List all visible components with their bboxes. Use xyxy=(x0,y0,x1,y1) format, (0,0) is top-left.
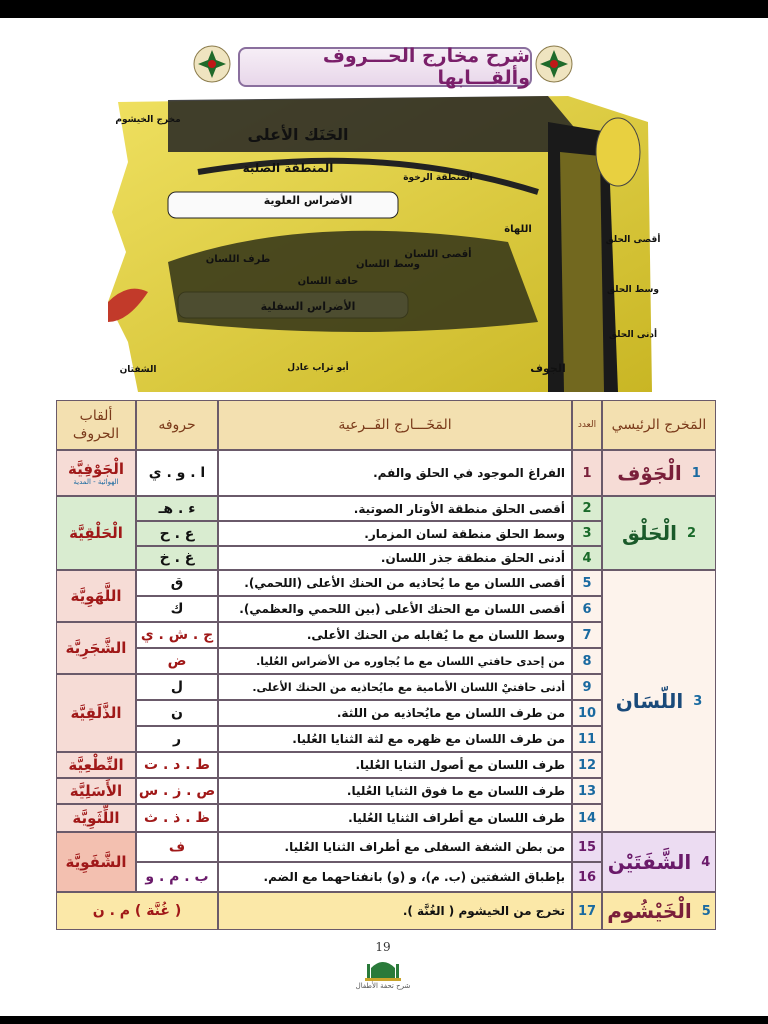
header-count: العدد xyxy=(572,400,602,450)
label-nasal: مخرج الخيشوم xyxy=(115,115,181,125)
label-soft-area: المنطقة الرخوة xyxy=(403,173,473,183)
num-row-2: 2 xyxy=(572,496,602,521)
desc-row-12: طرف اللسان مع أصول الثنايا العُليا. xyxy=(218,752,572,778)
top-black-bar xyxy=(0,0,768,18)
label-throat-near: أدنى الحلق xyxy=(608,330,658,340)
header-alqab: ألقاب الحروف xyxy=(56,400,136,450)
ornament-icon xyxy=(534,44,574,84)
num-row-3: 3 xyxy=(572,521,602,546)
main-jawf: الْجَوْف 1 xyxy=(602,450,716,496)
label-hard-area: المنطقة الصلبة xyxy=(242,161,334,175)
main-lisan: اللّسَان 3 xyxy=(602,570,716,832)
label-jawf: الجوف xyxy=(530,362,566,375)
letters-row-10: ن xyxy=(136,700,218,726)
label-upper-palate: الحَنَك الأعلى xyxy=(247,125,349,144)
num-row-16: 16 xyxy=(572,862,602,892)
desc-row-6: أقصى اللسان مع الحنك الأعلى (بين اللحمي والعظمي). xyxy=(218,596,572,622)
page-footer xyxy=(350,940,416,1010)
desc-row-1: الفراغ الموجود في الحلق والفم. xyxy=(218,450,572,496)
main-khayshum: الْخَيْشُوم 5 xyxy=(602,892,716,930)
makharij-illustration xyxy=(108,92,661,392)
desc-row-5: أقصى اللسان مع ما يُحاذيه من الحنك الأعلى (اللحمي). xyxy=(218,570,572,596)
letters-row-14: ظ . ذ . ث xyxy=(136,804,218,832)
bottom-black-bar xyxy=(0,1016,768,1024)
label-tongue-tip: طرف اللسان xyxy=(205,254,271,265)
ear xyxy=(596,118,640,186)
num-row-14: 14 xyxy=(572,804,602,832)
letters-row-11: ر xyxy=(136,726,218,752)
desc-row-15: من بطن الشفة السفلى مع أطراف الثنايا العُليا. xyxy=(218,832,572,862)
num-row-5: 5 xyxy=(572,570,602,596)
label-tongue-edge: حافة اللسان xyxy=(297,276,359,287)
num-row-6: 6 xyxy=(572,596,602,622)
header-sub: المَخَـــارج الفَــرعية xyxy=(218,400,572,450)
letters-row-1: ا . و . ي xyxy=(136,450,218,496)
num-row-17: 17 xyxy=(572,892,602,930)
label-throat-mid: وسط الحلق xyxy=(607,285,659,295)
logo-caption: شرح تحفة الأطفال xyxy=(355,982,411,990)
desc-row-11: من طرف اللسان مع ظهره مع لثة الثنايا العُليا. xyxy=(218,726,572,752)
letters-row-16: ب . م . و xyxy=(136,862,218,892)
desc-row-2: أقصى الحلق منطقة الأوتار الصوتية. xyxy=(218,496,572,521)
letters-row-17: ( غُنَّة ) م . ن xyxy=(56,892,218,930)
desc-row-14: طرف اللسان مع أطراف الثنايا العُليا. xyxy=(218,804,572,832)
main-halq: الْحَلْق 2 xyxy=(602,496,716,570)
num-row-15: 15 xyxy=(572,832,602,862)
letters-row-8: ض xyxy=(136,648,218,674)
desc-row-7: وسط اللسان مع ما يُقابله من الحنك الأعلى. xyxy=(218,622,572,648)
letters-row-15: ف xyxy=(136,832,218,862)
mosque-logo-icon xyxy=(363,954,403,982)
desc-row-16: بإطباق الشفتين (ب. م)، و (و) بانفتاحهما مع الضم. xyxy=(218,862,572,892)
alqab-lahawiyya: اللَّهَوِيَّة xyxy=(56,570,136,622)
label-lower-molars: الأضراس السفلية xyxy=(260,300,356,313)
num-row-12: 12 xyxy=(572,752,602,778)
label-tongue-middle: وسط اللسان xyxy=(356,259,420,270)
desc-row-10: من طرف اللسان مع مايُحاذيه من اللثة. xyxy=(218,700,572,726)
desc-row-3: وسط الحلق منطقة لسان المزمار. xyxy=(218,521,572,546)
num-row-13: 13 xyxy=(572,778,602,804)
alqab-dhalaqiyya: الذَّلَقِيَّة xyxy=(56,674,136,752)
desc-row-17: تخرج من الخيشوم ( الغُنَّة ). xyxy=(218,892,572,930)
num-row-10: 10 xyxy=(572,700,602,726)
page-title: شرح مخارج الحـــروف وألقـــابها xyxy=(322,45,530,89)
nasal-cavity xyxy=(168,96,578,152)
num-row-11: 11 xyxy=(572,726,602,752)
alqab-asaliyya: الأَسَلِيَّة xyxy=(56,778,136,804)
label-lips: الشفتان xyxy=(119,365,157,375)
label-tongue-back: أقصى اللسان xyxy=(404,249,472,260)
alqab-shajariyya: الشَّجَرِيَّة xyxy=(56,622,136,674)
num-row-9: 9 xyxy=(572,674,602,700)
letters-row-5: ق xyxy=(136,570,218,596)
num-row-4: 4 xyxy=(572,546,602,570)
desc-row-8: من إحدى حافتي اللسان مع ما يُجاوره من الأضراس العُليا. xyxy=(218,648,572,674)
label-uvula: اللهاة xyxy=(504,224,532,235)
desc-row-9: أدنى حافتيْ اللسان الأمامية مع مايُحاذيه من الحنك الأعلى. xyxy=(218,674,572,700)
page-title-box xyxy=(238,47,532,87)
alqab-shafawiyya: الشَّفَوِيَّة xyxy=(56,832,136,892)
num-row-1: 1 xyxy=(572,450,602,496)
desc-row-4: أدنى الحلق منطقة جذر اللسان. xyxy=(218,546,572,570)
num-row-7: 7 xyxy=(572,622,602,648)
letters-row-6: ك xyxy=(136,596,218,622)
alqab-halqiyya: الْحَلْقِيَّة xyxy=(56,496,136,570)
letters-row-3: ع . ح xyxy=(136,521,218,546)
alqab-nitiyya: النِّطْعِيَّة xyxy=(56,752,136,778)
letters-row-12: ط . د . ت xyxy=(136,752,218,778)
label-throat-far: أقصى الحلق xyxy=(605,235,661,245)
header-main: المَخرج الرئيسي xyxy=(602,400,716,450)
header-letters: حروفه xyxy=(136,400,218,450)
alqab-lithawiyya: اللِّثَوِيَّة xyxy=(56,804,136,832)
ornament-icon xyxy=(192,44,232,84)
num-row-8: 8 xyxy=(572,648,602,674)
letters-row-2: ء . هـ xyxy=(136,496,218,521)
letters-row-9: ل xyxy=(136,674,218,700)
label-artist: أبو تراب عادل xyxy=(287,363,349,373)
letters-row-13: ص . ز . س xyxy=(136,778,218,804)
page-number: 19 xyxy=(375,940,391,954)
letters-row-7: ج . ش . ي xyxy=(136,622,218,648)
alqab-jawfiyya: الْجَوْفِيَّة الهوائية - المدية xyxy=(56,450,136,496)
desc-row-13: طرف اللسان مع ما فوق الثنايا العُليا. xyxy=(218,778,572,804)
main-shafatain: الشَّفَتَيْن 4 xyxy=(602,832,716,892)
letters-row-4: غ . خ xyxy=(136,546,218,570)
label-upper-molars: الأضراس العلوية xyxy=(263,194,353,207)
makharij-table xyxy=(56,400,716,930)
